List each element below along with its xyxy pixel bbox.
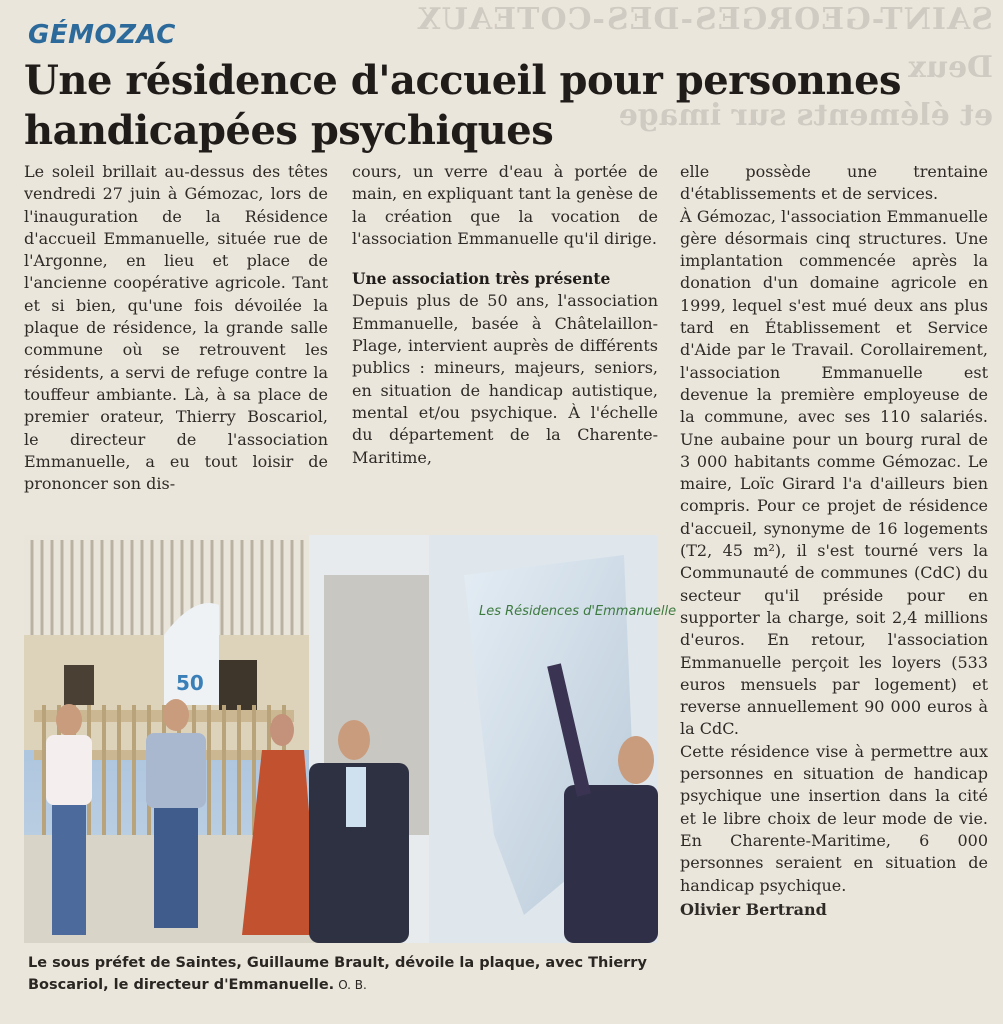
article-subhead: Une association très présente	[352, 269, 611, 289]
bleed-line-2: Deux	[908, 50, 993, 85]
article-headline: Une résidence d'accueil pour personnes handicapées psychiques	[24, 57, 902, 154]
article-column-2	[352, 161, 658, 469]
article-column-1	[24, 161, 328, 495]
bleed-line-3: et éléments sur image	[618, 98, 993, 133]
paragraph: cours, un verre d'eau à portée de main, en expliquant tant la genèse de la création que la vocation de l'association Emmanuelle qu'il dirige.	[352, 162, 658, 248]
paragraph: Depuis plus de 50 ans, l'association Emmanuelle, basée à Châtelaillon-Plage, intervient auprès de différents publics : mineurs, majeurs, seniors, en situation de handicap autistique, mental et/ou psychique. À l'échelle du département de la Charente-Maritime,	[352, 291, 658, 467]
article-photo	[24, 535, 677, 943]
plaque-text: Les Résidences d'Emmanuelle	[479, 604, 677, 619]
person-man-plaid	[146, 699, 206, 928]
section-kicker: GÉMOZAC	[28, 20, 176, 50]
photo-credit: O. B.	[338, 978, 367, 992]
paragraph: Cette résidence vise à permettre aux personnes en situation de handicap psychique une insertion dans la cité et le libre choix de leur mode de vie. En Charente-Maritime, 6 000 personnes seraient en situation de handicap psychique.	[680, 741, 988, 895]
article-column-3	[680, 161, 988, 921]
author-signature: Olivier Bertrand	[680, 899, 827, 919]
paragraph: À Gémozac, l'association Emmanuelle gère désormais cinq structures. Une implantation commencée après la donation d'un domaine agricole en 1999, lequel s'est mué deux ans plus tard en Établissement et Service d'Aide par le Travail. Corollairement, l'association Emmanuelle est devenue la première employeuse de la commune, avec ses 110 salariés. Une aubaine pour un bourg rural de 3 000 habitants comme Gémozac. Le maire, Loïc Girard l'a d'ailleurs bien compris. Pour ce projet de résidence d'accueil, synonyme de 16 logements (T2, 45 m²), il s'est tourné vers la Communauté de communes (CdC) du secteur qu'il préside pour en supporter la charge, soit 2,4 millions d'euros. En retour, l'association Emmanuelle perçoit les loyers (533 euros mensuels par logement) et reverse annuellement 90 000 euros à la CdC.	[680, 206, 988, 739]
banner-number: 50	[176, 671, 204, 695]
person-woman-left	[46, 704, 92, 935]
paragraph: Le soleil brillait au-dessus des têtes vendredi 27 juin à Gémozac, lors de l'inauguration de la Résidence d'accueil Emmanuelle, située rue de l'Argonne, en lieu et place de l'ancienne coopérative agricole. Tant et si bien, qu'une fois dévoilée la plaque de résidence, la grande salle commune où se retrouvent les résidents, a servi de refuge contre la touffeur ambiante. Là, à sa place de premier orateur, Thierry Boscariol, le directeur de l'association Emmanuelle, a eu tout loisir de prononcer son dis-	[24, 162, 328, 494]
bleed-line-1: SAINT-GEORGES-DES-COTEAUX	[416, 2, 993, 37]
caption-text: Le sous préfet de Saintes, Guillaume Brault, dévoile la plaque, avec Thierry Boscariol, le directeur d'Emmanuelle.	[28, 955, 647, 993]
paragraph: elle possède une trentaine d'établissements et de services.	[680, 162, 988, 204]
photo-caption	[28, 952, 648, 996]
